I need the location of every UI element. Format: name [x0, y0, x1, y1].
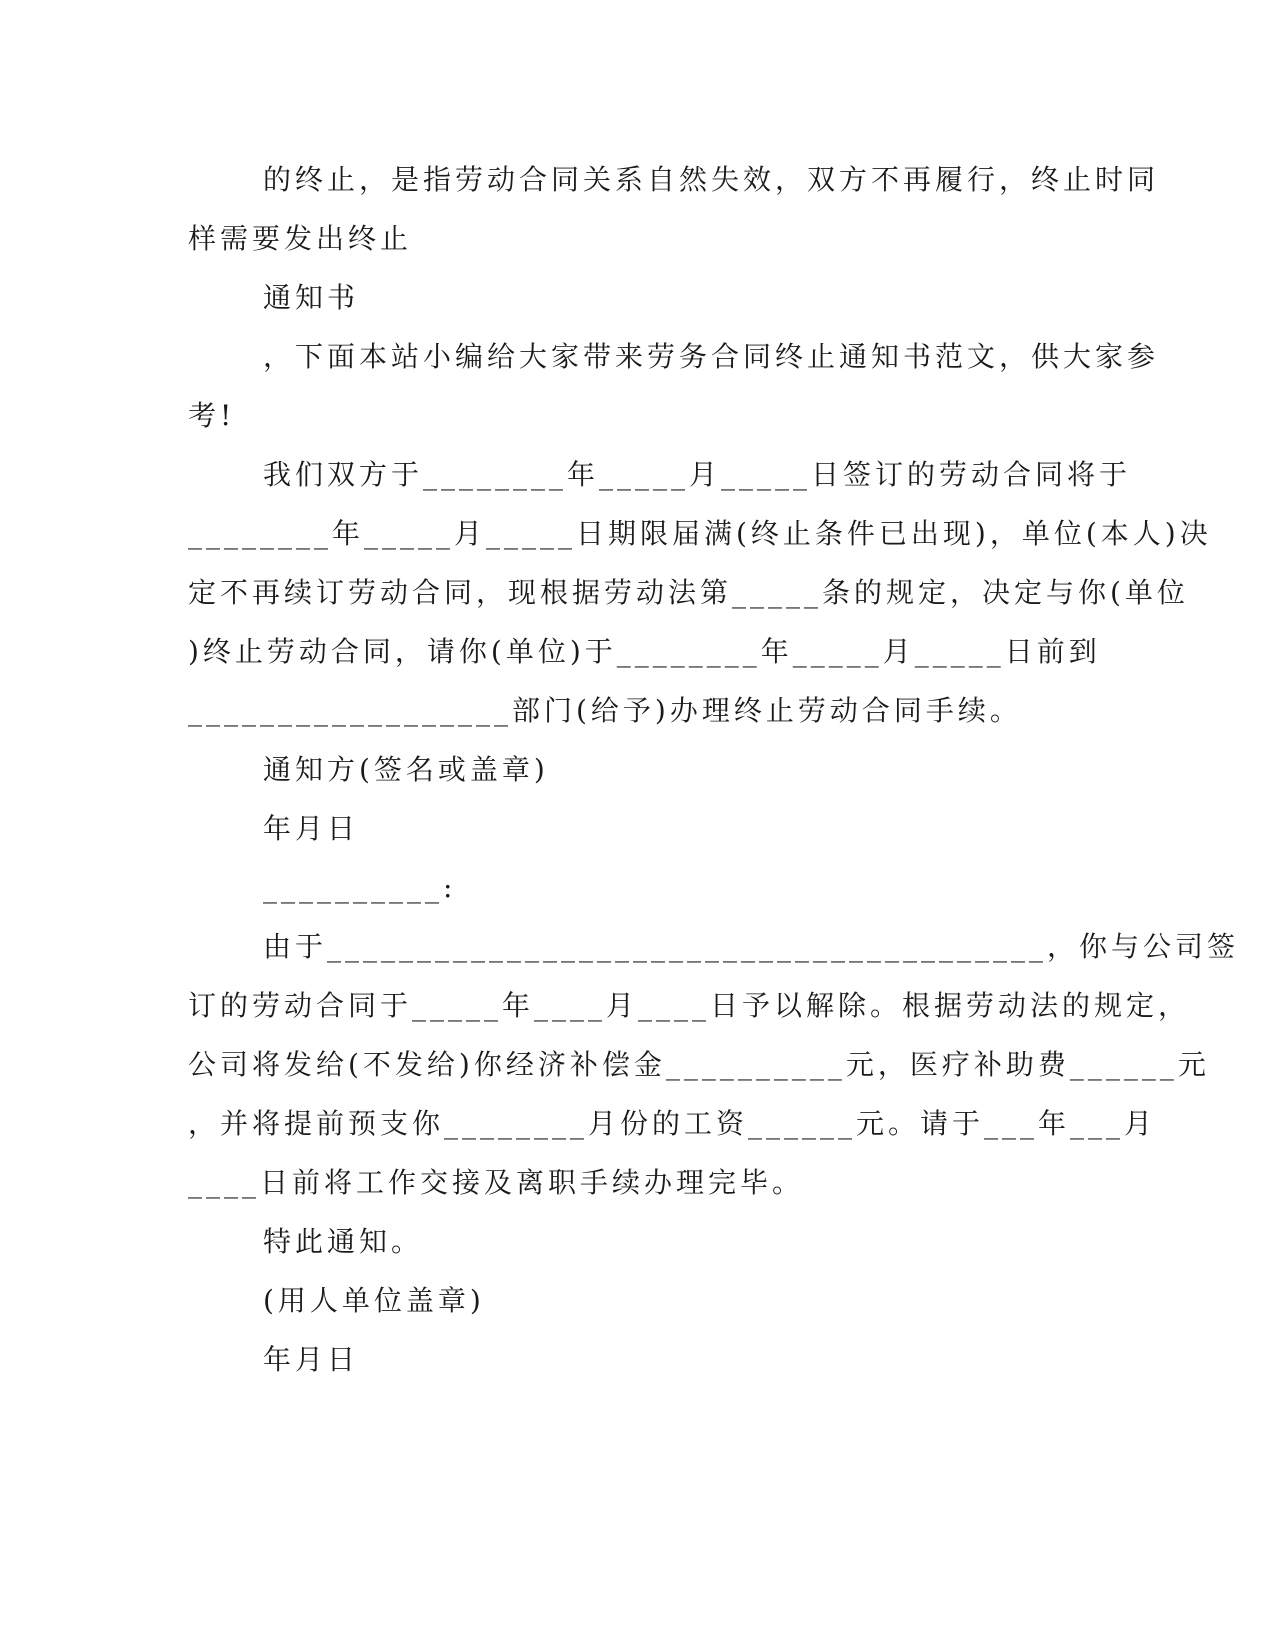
signature-line: 通知方(签名或盖章) [263, 753, 549, 786]
date-line: 年月日 [263, 812, 360, 845]
paragraph-line: 通知书 [263, 281, 360, 314]
date-line: 年月日 [263, 1343, 360, 1376]
paragraph-line: 订的劳动合同于_____年____月____日予以解除。根据劳动法的规定， [188, 989, 1191, 1022]
paragraph-line: 由于________________________________________，你与公司签 [263, 930, 1240, 963]
paragraph-line: 样需要发出终止 [188, 222, 413, 255]
paragraph-line: ________年_____月_____日期限届满(终止条件已出现)，单位(本人)决 [188, 517, 1212, 550]
paragraph-line: ，并将提前预支你________月份的工资______元。请于___年___月 [188, 1107, 1157, 1140]
paragraph-line: )终止劳动合同，请你(单位)于________年_____月_____日前到 [188, 635, 1101, 668]
paragraph-line: 的终止，是指劳动合同关系自然失效，双方不再履行，终止时同 [263, 163, 1160, 196]
paragraph-line: 我们双方于________年_____月_____日签订的劳动合同将于 [263, 458, 1132, 491]
seal-line: (用人单位盖章) [263, 1284, 485, 1317]
paragraph-line: 定不再续订劳动合同，现根据劳动法第_____条的规定，决定与你(单位 [188, 576, 1189, 609]
closing-line: 特此通知。 [263, 1225, 424, 1258]
paragraph-line: 考! [188, 399, 236, 432]
paragraph-line: ____日前将工作交接及离职手续办理完毕。 [188, 1166, 805, 1199]
paragraph-line: __________________部门(给予)办理终止劳动合同手续。 [188, 694, 1022, 727]
paragraph-line: 公司将发给(不发给)你经济补偿金__________元，医疗补助费______元 [188, 1048, 1210, 1081]
paragraph-line: ，下面本站小编给大家带来劳务合同终止通知书范文，供大家参 [263, 340, 1160, 373]
salutation-line: __________: [263, 871, 457, 904]
